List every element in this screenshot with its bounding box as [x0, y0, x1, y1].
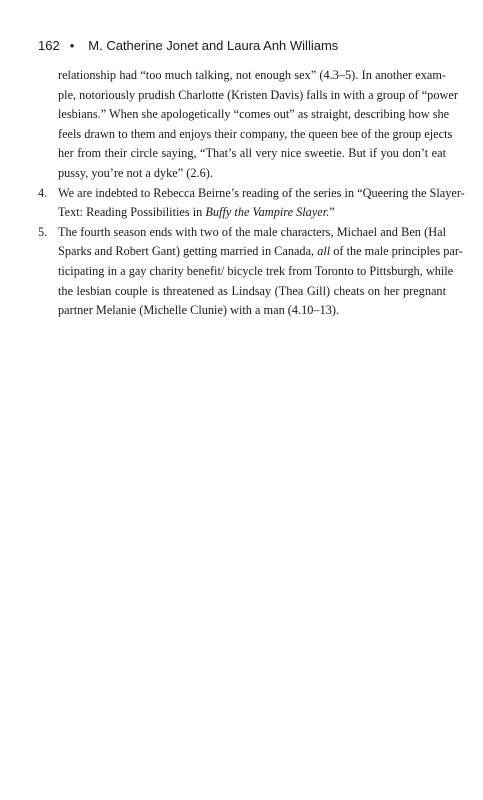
endnote-4 — [38, 184, 465, 223]
endnotes-text — [38, 66, 465, 321]
series-title: Buffy the Vampire Slayer. — [205, 205, 330, 220]
text-line: feels drawn to them and enjoys their company, the queen bee of the group ejects — [58, 126, 453, 141]
text-run: ” — [329, 205, 335, 220]
text-line: We are indebted to Rebecca Beirne’s reading of the series in “Queering the Slayer- — [58, 185, 465, 200]
text-line: pussy, you’re not a dyke” (2.6). — [58, 165, 213, 180]
running-head — [38, 36, 458, 56]
text-run: Sparks and Robert Gant) getting married in Canada, — [58, 244, 318, 259]
text-line: ticipating in a gay charity benefit/ bicycle trek from Toronto to Pittsburgh, while — [58, 263, 454, 278]
bullet-separator: • — [69, 38, 75, 53]
text-run: of the male principles par- — [330, 244, 463, 259]
page-number: 162 — [38, 38, 60, 53]
text-line: relationship had “too much talking, not enough sex” (4.3–5). In another exam- — [58, 68, 446, 82]
endnote-5 — [38, 223, 463, 321]
text-line: partner Melanie (Michelle Clunie) with a man (4.10–13). — [58, 303, 340, 318]
endnote-number: 5. — [38, 224, 48, 239]
text-run: Text: Reading Possibilities in — [58, 205, 206, 220]
note-continuation — [58, 66, 458, 184]
text-line: her from their circle saying, “That’s all very nice sweetie. But if you don’t eat — [58, 146, 446, 161]
text-line: The fourth season ends with two of the male characters, Michael and Ben (Hal — [58, 224, 446, 239]
text-line: ple, notoriously prudish Charlotte (Kristen Davis) falls in with a group of “power — [58, 87, 458, 102]
emphasis: all — [317, 244, 331, 259]
text-line — [58, 242, 463, 262]
text-line: lesbians.” When she apologetically “comes out” as straight, describing how she — [58, 107, 450, 122]
text-line — [58, 203, 446, 223]
text-line: the lesbian couple is threatened as Lindsay (Thea Gill) cheats on her pregnant — [58, 283, 446, 298]
running-head-authors: M. Catherine Jonet and Laura Anh Williams — [88, 38, 339, 53]
endnote-number: 4. — [38, 185, 48, 200]
